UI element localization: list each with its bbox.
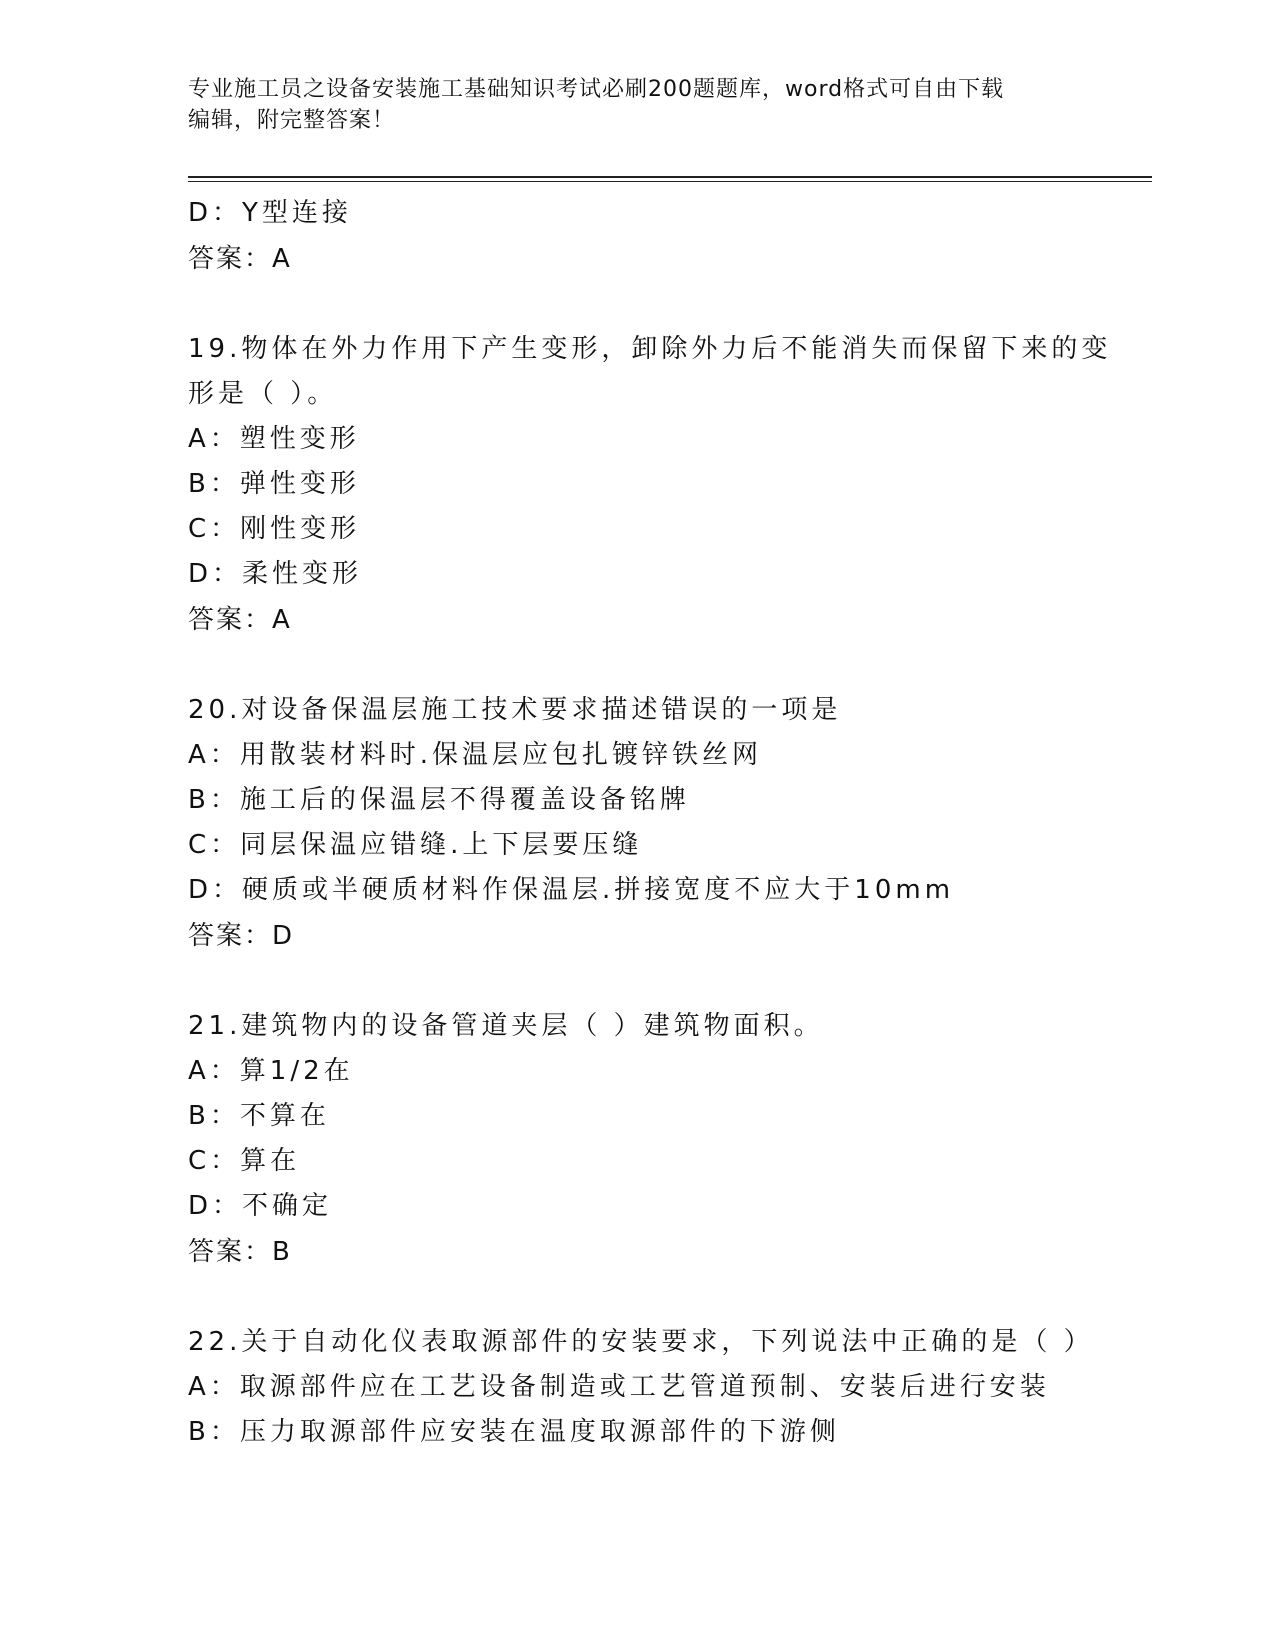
answer-line: 答案：B — [188, 1237, 292, 1267]
question-19 — [188, 327, 1112, 643]
answer-line: 答案：A — [188, 244, 292, 274]
option-b: B：压力取源部件应安装在温度取源部件的下游侧 — [188, 1417, 840, 1447]
answer-line: 答案：A — [188, 605, 292, 635]
question-21 — [188, 1004, 1088, 1275]
question-stem: 21.建筑物内的设备管道夹层（ ）建筑物面积。 — [188, 1011, 824, 1041]
option-d: D：Y型连接 — [188, 198, 352, 228]
header-line-1: 专业施工员之设备安装施工基础知识考试必刷200题题库，word格式可自由下载 — [188, 77, 1005, 102]
option-a: A：用散装材料时.保温层应包扎镀锌铁丝网 — [188, 740, 763, 770]
question-stem: 形是（ ）。 — [188, 379, 338, 409]
option-d: D：不确定 — [188, 1191, 333, 1221]
option-b: B：弹性变形 — [188, 469, 360, 499]
option-c: C：刚性变形 — [188, 514, 361, 544]
option-a: A：算1/2在 — [188, 1056, 354, 1086]
option-b: B：施工后的保温层不得覆盖设备铭牌 — [188, 785, 690, 815]
option-a: A：取源部件应在工艺设备制造或工艺管道预制、安装后进行安装 — [188, 1372, 1050, 1402]
question-stem: 19.物体在外力作用下产生变形，卸除外力后不能消失而保留下来的变 — [188, 334, 1112, 364]
answer-line: 答案：D — [188, 921, 295, 951]
question-22 — [188, 1320, 1094, 1455]
option-a: A：塑性变形 — [188, 424, 360, 454]
header-rule-thin — [188, 181, 1152, 182]
option-b: B：不算在 — [188, 1101, 330, 1131]
option-c: C：算在 — [188, 1146, 301, 1176]
page-header — [188, 74, 1088, 136]
question-20 — [188, 688, 1088, 959]
question-content — [188, 191, 1112, 1455]
option-d: D：柔性变形 — [188, 559, 363, 589]
question-stem: 22.关于自动化仪表取源部件的安装要求，下列说法中正确的是（ ） — [188, 1327, 1094, 1357]
option-d: D：硬质或半硬质材料作保温层.拼接宽度不应大于10mm — [188, 875, 955, 905]
header-line-2: 编辑，附完整答案！ — [188, 108, 396, 133]
header-rule-thick — [188, 176, 1152, 178]
option-c: C：同层保温应错缝.上下层要压缝 — [188, 830, 643, 860]
question-stem: 20.对设备保温层施工技术要求描述错误的一项是 — [188, 695, 842, 725]
